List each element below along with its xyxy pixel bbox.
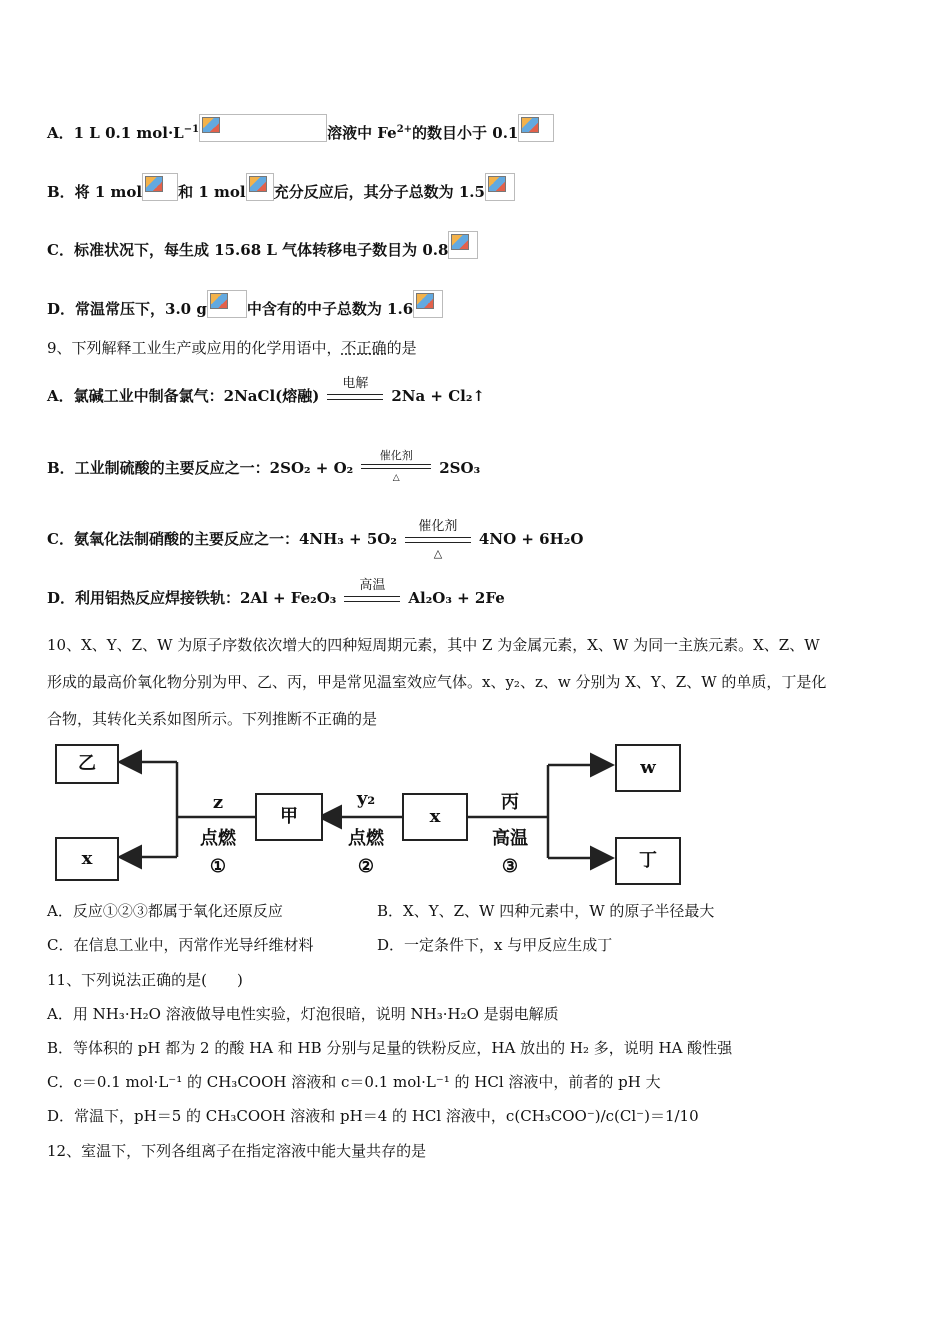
formula-image-icon (413, 290, 443, 318)
q10-option-b: B．X、Y、Z、W 四种元素中，W 的原子半径最大 (377, 902, 715, 920)
conversion-diagram (50, 740, 690, 890)
q8-d-text1: D．常温常压下，3.0 g (47, 300, 207, 318)
reaction1-reagent: z (212, 792, 224, 813)
q9-stem-pre: 9、下列解释工业生产或应用的化学用语中， (47, 339, 342, 357)
q11-option-a: A．用 NH₃·H₂O 溶液做导电性实验，灯泡很暗，说明 NH₃·H₂O 是弱电解质 (47, 1005, 559, 1023)
q9-a-reactants: A．氯碱工业中制备氯气：2NaCl(熔融) (47, 387, 320, 405)
q8-option-b (47, 173, 515, 202)
reaction2-number: ② (357, 856, 375, 877)
reaction3-condition: 高温 (492, 828, 528, 849)
q9-c-reactants: C．氨氧化法制硝酸的主要反应之一：4NH₃ + 5O₂ (47, 530, 397, 548)
formula-image-icon (199, 114, 327, 142)
formula-image-icon (485, 173, 515, 201)
formula-image-icon (448, 231, 478, 259)
q10-option-c: C．在信息工业中，丙常作光导纤维材料 (47, 936, 314, 954)
diagram-box-x-left: x (55, 837, 119, 881)
q8-option-d (47, 290, 443, 319)
q11-option-d: D．常温下，pH＝5 的 CH₃COOH 溶液和 pH＝4 的 HCl 溶液中，c(CH₃COO⁻)/c(Cl⁻)＝1/10 (47, 1107, 699, 1125)
diagram-box-x-mid: x (402, 793, 468, 841)
q9-d-reactants: D．利用铝热反应焊接铁轨：2Al + Fe₂O₃ (47, 589, 337, 607)
q8-b-text3: 充分反应后，其分子总数为 1.5 (273, 183, 485, 201)
q9-b-products: 2SO₃ (439, 459, 481, 477)
formula-image-icon (207, 290, 247, 318)
reaction-condition-heat: △ (392, 473, 400, 483)
diagram-box-jia: 甲 (255, 793, 323, 841)
reaction-condition: 电解 (342, 376, 369, 391)
q8-c-text1: C．标准状况下，每生成 15.68 L 气体转移电子数目为 0.8 (47, 241, 449, 259)
q11-stem: 11、下列说法正确的是( ) (47, 971, 243, 989)
diagram-box-yi: 乙 (55, 744, 119, 784)
q9-stem (47, 338, 417, 358)
q9-a-products: 2Na + Cl₂↑ (391, 387, 485, 405)
q9-option-d (47, 578, 505, 610)
diagram-box-ding: 丁 (615, 837, 681, 885)
q9-b-reactants: B．工业制硫酸的主要反应之一：2SO₂ + O₂ (47, 459, 354, 477)
q8-d-text2: 中含有的中子总数为 1.6 (246, 300, 414, 318)
reaction-condition: 高温 (359, 578, 386, 593)
q8-a-sup1: −1 (183, 124, 200, 135)
q11-option-b: B．等体积的 pH 都为 2 的酸 HA 和 HB 分别与足量的铁粉反应，HA 放出的 H₂ 多，说明 HA 酸性强 (47, 1039, 733, 1057)
q8-option-a (47, 114, 554, 143)
q8-a-text2: 溶液中 Fe (327, 124, 397, 142)
q9-option-b (47, 449, 481, 483)
q9-stem-emphasis: 不正确 (341, 339, 387, 357)
q8-b-text2: 和 1 mol (178, 183, 246, 201)
formula-image-icon (246, 173, 274, 201)
q9-d-products: Al₂O₃ + 2Fe (408, 589, 505, 607)
diagram-box-w: w (615, 744, 681, 792)
q9-stem-post: 的是 (386, 339, 417, 357)
q10-option-d: D．一定条件下，x 与甲反应生成丁 (377, 936, 613, 954)
q9-c-products: 4NO + 6H₂O (478, 530, 584, 548)
q9-option-a (47, 376, 485, 408)
reaction3-number: ③ (501, 856, 519, 877)
q10-stem-line1: 10、X、Y、Z、W 为原子序数依次增大的四种短周期元素，其中 Z 为金属元素，X、W 为同一主族元素。X、Z、W (47, 636, 820, 654)
reaction-arrow (344, 578, 400, 610)
reaction3-reagent: 丙 (501, 792, 519, 813)
reaction-arrow (405, 519, 471, 560)
q8-b-text1: B．将 1 mol (47, 183, 143, 201)
q8-option-c (47, 231, 478, 260)
reaction2-reagent: y₂ (356, 788, 376, 809)
q10-option-a: A．反应①②③都属于氧化还原反应 (47, 902, 283, 920)
reaction-arrow (327, 376, 383, 408)
reaction2-condition: 点燃 (348, 828, 384, 849)
q9-option-c (47, 519, 584, 560)
reaction1-condition: 点燃 (200, 828, 236, 849)
reaction-condition: 催化剂 (379, 449, 413, 462)
q8-a-sup2: 2+ (396, 124, 413, 135)
reaction-condition-heat: △ (433, 547, 443, 560)
q8-a-text3: 的数目小于 0.1 (412, 124, 519, 142)
q10-stem-line2: 形成的最高价氧化物分别为甲、乙、丙，甲是常见温室效应气体。x、y₂、z、w 分别为 X、Y、Z、W 的单质，丁是化 (47, 673, 827, 691)
q12-stem: 12、室温下，下列各组离子在指定溶液中能大量共存的是 (47, 1142, 427, 1160)
reaction-condition: 催化剂 (418, 519, 458, 534)
formula-image-icon (518, 114, 554, 142)
q10-stem-line3: 合物，其转化关系如图所示。下列推断不正确的是 (47, 710, 378, 728)
q8-a-text1: A．1 L 0.1 mol·L (47, 124, 184, 142)
reversible-arrow (361, 449, 431, 483)
q11-option-c: C．c＝0.1 mol·L⁻¹ 的 CH₃COOH 溶液和 c＝0.1 mol·L⁻¹ 的 HCl 溶液中，前者的 pH 大 (47, 1073, 661, 1091)
reaction1-number: ① (209, 856, 227, 877)
formula-image-icon (142, 173, 178, 201)
